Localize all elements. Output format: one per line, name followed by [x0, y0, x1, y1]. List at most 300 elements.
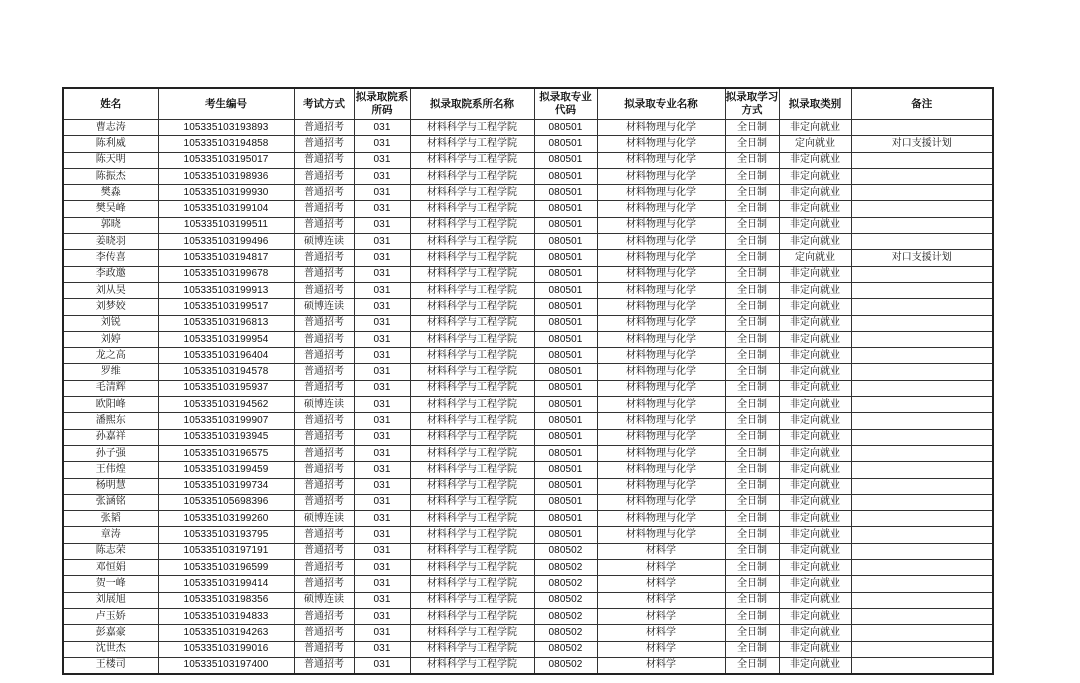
category-cell: 非定向就业 [779, 429, 851, 445]
candidate-id-cell: 105335103199907 [158, 413, 294, 429]
major-name-cell: 材料学 [597, 641, 725, 657]
study-mode-cell: 全日制 [725, 462, 779, 478]
table-row [63, 315, 993, 331]
dept-name-cell: 材料科学与工程学院 [410, 234, 534, 250]
major-name-cell: 材料物理与化学 [597, 201, 725, 217]
major-code-cell: 080501 [534, 478, 597, 494]
remarks-cell [851, 168, 993, 184]
name-cell: 姜晓羽 [63, 234, 158, 250]
study-mode-cell: 全日制 [725, 445, 779, 461]
major-code-cell: 080501 [534, 315, 597, 331]
exam-type-cell: 普通招考 [294, 625, 354, 641]
table-row [63, 348, 993, 364]
exam-type-cell: 普通招考 [294, 462, 354, 478]
candidate-id-cell: 105335103199913 [158, 282, 294, 298]
dept-name-cell: 材料科学与工程学院 [410, 413, 534, 429]
remarks-cell [851, 397, 993, 413]
major-name-cell: 材料物理与化学 [597, 397, 725, 413]
candidate-id-cell: 105335103193945 [158, 429, 294, 445]
study-mode-cell: 全日制 [725, 380, 779, 396]
study-mode-cell: 全日制 [725, 120, 779, 136]
dept-code-cell: 031 [354, 299, 410, 315]
exam-type-cell: 普通招考 [294, 478, 354, 494]
dept-name-cell: 材料科学与工程学院 [410, 429, 534, 445]
major-code-cell: 080502 [534, 641, 597, 657]
study-mode-cell: 全日制 [725, 315, 779, 331]
major-code-cell: 080501 [534, 136, 597, 152]
study-mode-cell: 全日制 [725, 625, 779, 641]
major-name-cell: 材料物理与化学 [597, 494, 725, 510]
candidate-id-cell: 105335103199517 [158, 299, 294, 315]
name-cell: 毛清辉 [63, 380, 158, 396]
dept-name-cell: 材料科学与工程学院 [410, 494, 534, 510]
table-row [63, 657, 993, 674]
major-name-cell: 材料物理与化学 [597, 234, 725, 250]
major-code-cell: 080501 [534, 348, 597, 364]
category-cell: 非定向就业 [779, 315, 851, 331]
major-name-cell: 材料学 [597, 543, 725, 559]
remarks-cell [851, 527, 993, 543]
study-mode-cell: 全日制 [725, 185, 779, 201]
category-cell: 非定向就业 [779, 478, 851, 494]
dept-name-cell: 材料科学与工程学院 [410, 217, 534, 233]
exam-type-cell: 硕博连读 [294, 511, 354, 527]
category-cell: 非定向就业 [779, 511, 851, 527]
major-code-cell: 080501 [534, 494, 597, 510]
table-row [63, 380, 993, 396]
study-mode-cell: 全日制 [725, 348, 779, 364]
candidate-id-cell: 105335103193795 [158, 527, 294, 543]
remarks-cell [851, 299, 993, 315]
dept-name-cell: 材料科学与工程学院 [410, 462, 534, 478]
candidate-id-cell: 105335103195017 [158, 152, 294, 168]
major-code-cell: 080501 [534, 282, 597, 298]
major-code-cell: 080501 [534, 234, 597, 250]
header-study-mode: 拟录取学习方式 [725, 88, 779, 120]
category-cell: 非定向就业 [779, 348, 851, 364]
study-mode-cell: 全日制 [725, 560, 779, 576]
remarks-cell [851, 185, 993, 201]
major-name-cell: 材料物理与化学 [597, 478, 725, 494]
dept-name-cell: 材料科学与工程学院 [410, 315, 534, 331]
category-cell: 非定向就业 [779, 657, 851, 674]
candidate-id-cell: 105335103196599 [158, 560, 294, 576]
exam-type-cell: 普通招考 [294, 120, 354, 136]
category-cell: 定向就业 [779, 136, 851, 152]
major-name-cell: 材料学 [597, 592, 725, 608]
dept-code-cell: 031 [354, 560, 410, 576]
name-cell: 王楼司 [63, 657, 158, 674]
major-name-cell: 材料物理与化学 [597, 462, 725, 478]
major-code-cell: 080501 [534, 185, 597, 201]
exam-type-cell: 普通招考 [294, 608, 354, 624]
major-name-cell: 材料物理与化学 [597, 120, 725, 136]
exam-type-cell: 普通招考 [294, 201, 354, 217]
dept-code-cell: 031 [354, 152, 410, 168]
candidate-id-cell: 105335103199511 [158, 217, 294, 233]
exam-type-cell: 普通招考 [294, 168, 354, 184]
candidate-id-cell: 105335103194833 [158, 608, 294, 624]
study-mode-cell: 全日制 [725, 168, 779, 184]
dept-name-cell: 材料科学与工程学院 [410, 657, 534, 674]
major-code-cell: 080501 [534, 168, 597, 184]
dept-code-cell: 031 [354, 429, 410, 445]
dept-code-cell: 031 [354, 234, 410, 250]
name-cell: 张韬 [63, 511, 158, 527]
major-code-cell: 080502 [534, 560, 597, 576]
remarks-cell [851, 445, 993, 461]
dept-code-cell: 031 [354, 576, 410, 592]
name-cell: 卢玉娇 [63, 608, 158, 624]
major-code-cell: 080502 [534, 625, 597, 641]
candidate-id-cell: 105335103194817 [158, 250, 294, 266]
category-cell: 非定向就业 [779, 397, 851, 413]
major-name-cell: 材料物理与化学 [597, 299, 725, 315]
dept-code-cell: 031 [354, 250, 410, 266]
dept-code-cell: 031 [354, 185, 410, 201]
category-cell: 非定向就业 [779, 217, 851, 233]
exam-type-cell: 普通招考 [294, 527, 354, 543]
category-cell: 非定向就业 [779, 445, 851, 461]
category-cell: 非定向就业 [779, 560, 851, 576]
table-row [63, 168, 993, 184]
study-mode-cell: 全日制 [725, 282, 779, 298]
dept-name-cell: 材料科学与工程学院 [410, 331, 534, 347]
dept-name-cell: 材料科学与工程学院 [410, 364, 534, 380]
study-mode-cell: 全日制 [725, 234, 779, 250]
remarks-cell [851, 120, 993, 136]
candidate-id-cell: 105335103199734 [158, 478, 294, 494]
major-code-cell: 080502 [534, 657, 597, 674]
name-cell: 陈利威 [63, 136, 158, 152]
candidate-id-cell: 105335103199678 [158, 266, 294, 282]
remarks-cell [851, 380, 993, 396]
exam-type-cell: 普通招考 [294, 657, 354, 674]
study-mode-cell: 全日制 [725, 299, 779, 315]
major-code-cell: 080501 [534, 266, 597, 282]
remarks-cell [851, 217, 993, 233]
name-cell: 孙子强 [63, 445, 158, 461]
dept-code-cell: 031 [354, 511, 410, 527]
remarks-cell [851, 152, 993, 168]
major-name-cell: 材料物理与化学 [597, 185, 725, 201]
category-cell: 非定向就业 [779, 201, 851, 217]
dept-code-cell: 031 [354, 478, 410, 494]
candidate-id-cell: 105335103194562 [158, 397, 294, 413]
dept-name-cell: 材料科学与工程学院 [410, 168, 534, 184]
table-row [63, 250, 993, 266]
name-cell: 孙嘉祥 [63, 429, 158, 445]
major-name-cell: 材料学 [597, 560, 725, 576]
category-cell: 非定向就业 [779, 413, 851, 429]
table-row [63, 201, 993, 217]
major-name-cell: 材料物理与化学 [597, 250, 725, 266]
dept-code-cell: 031 [354, 494, 410, 510]
candidate-id-cell: 105335105698396 [158, 494, 294, 510]
remarks-cell [851, 315, 993, 331]
major-code-cell: 080501 [534, 201, 597, 217]
major-name-cell: 材料物理与化学 [597, 331, 725, 347]
category-cell: 非定向就业 [779, 576, 851, 592]
dept-code-cell: 031 [354, 445, 410, 461]
study-mode-cell: 全日制 [725, 136, 779, 152]
category-cell: 非定向就业 [779, 168, 851, 184]
major-code-cell: 080502 [534, 592, 597, 608]
major-code-cell: 080501 [534, 462, 597, 478]
major-name-cell: 材料物理与化学 [597, 266, 725, 282]
dept-code-cell: 031 [354, 266, 410, 282]
category-cell: 非定向就业 [779, 608, 851, 624]
header-category: 拟录取类别 [779, 88, 851, 120]
remarks-cell [851, 576, 993, 592]
dept-name-cell: 材料科学与工程学院 [410, 397, 534, 413]
name-cell: 刘锐 [63, 315, 158, 331]
major-code-cell: 080501 [534, 217, 597, 233]
exam-type-cell: 普通招考 [294, 185, 354, 201]
dept-name-cell: 材料科学与工程学院 [410, 445, 534, 461]
major-code-cell: 080502 [534, 543, 597, 559]
dept-name-cell: 材料科学与工程学院 [410, 478, 534, 494]
major-name-cell: 材料物理与化学 [597, 364, 725, 380]
exam-type-cell: 普通招考 [294, 250, 354, 266]
major-name-cell: 材料物理与化学 [597, 152, 725, 168]
table-row [63, 462, 993, 478]
exam-type-cell: 普通招考 [294, 152, 354, 168]
exam-type-cell: 硕博连读 [294, 299, 354, 315]
major-name-cell: 材料物理与化学 [597, 511, 725, 527]
candidate-id-cell: 105335103198356 [158, 592, 294, 608]
name-cell: 刘梦姣 [63, 299, 158, 315]
table-row [63, 429, 993, 445]
remarks-cell [851, 348, 993, 364]
exam-type-cell: 硕博连读 [294, 592, 354, 608]
remarks-cell [851, 282, 993, 298]
dept-name-cell: 材料科学与工程学院 [410, 641, 534, 657]
category-cell: 非定向就业 [779, 364, 851, 380]
name-cell: 邓恒娟 [63, 560, 158, 576]
remarks-cell [851, 625, 993, 641]
study-mode-cell: 全日制 [725, 331, 779, 347]
major-code-cell: 080501 [534, 120, 597, 136]
name-cell: 曹志涛 [63, 120, 158, 136]
exam-type-cell: 普通招考 [294, 266, 354, 282]
name-cell: 张涵铭 [63, 494, 158, 510]
remarks-cell [851, 608, 993, 624]
study-mode-cell: 全日制 [725, 478, 779, 494]
dept-code-cell: 031 [354, 625, 410, 641]
dept-name-cell: 材料科学与工程学院 [410, 592, 534, 608]
remarks-cell [851, 429, 993, 445]
dept-code-cell: 031 [354, 120, 410, 136]
major-name-cell: 材料物理与化学 [597, 282, 725, 298]
major-name-cell: 材料物理与化学 [597, 380, 725, 396]
exam-type-cell: 普通招考 [294, 543, 354, 559]
major-name-cell: 材料物理与化学 [597, 429, 725, 445]
table-row [63, 185, 993, 201]
name-cell: 贺一峰 [63, 576, 158, 592]
remarks-cell [851, 413, 993, 429]
category-cell: 非定向就业 [779, 625, 851, 641]
dept-code-cell: 031 [354, 608, 410, 624]
major-code-cell: 080501 [534, 380, 597, 396]
candidate-id-cell: 105335103199496 [158, 234, 294, 250]
candidate-id-cell: 105335103193893 [158, 120, 294, 136]
dept-code-cell: 031 [354, 462, 410, 478]
major-name-cell: 材料学 [597, 608, 725, 624]
dept-code-cell: 031 [354, 348, 410, 364]
major-code-cell: 080501 [534, 331, 597, 347]
category-cell: 非定向就业 [779, 120, 851, 136]
name-cell: 刘婷 [63, 331, 158, 347]
study-mode-cell: 全日制 [725, 266, 779, 282]
header-remarks: 备注 [851, 88, 993, 120]
dept-code-cell: 031 [354, 413, 410, 429]
name-cell: 刘展旭 [63, 592, 158, 608]
table-row [63, 592, 993, 608]
major-code-cell: 080501 [534, 152, 597, 168]
study-mode-cell: 全日制 [725, 152, 779, 168]
study-mode-cell: 全日制 [725, 608, 779, 624]
major-name-cell: 材料物理与化学 [597, 445, 725, 461]
table-row [63, 364, 993, 380]
major-code-cell: 080501 [534, 527, 597, 543]
candidate-id-cell: 105335103199414 [158, 576, 294, 592]
study-mode-cell: 全日制 [725, 592, 779, 608]
table-row [63, 217, 993, 233]
major-code-cell: 080501 [534, 511, 597, 527]
name-cell: 彭嘉豪 [63, 625, 158, 641]
category-cell: 非定向就业 [779, 234, 851, 250]
table-row [63, 494, 993, 510]
study-mode-cell: 全日制 [725, 364, 779, 380]
name-cell: 刘从昊 [63, 282, 158, 298]
study-mode-cell: 全日制 [725, 413, 779, 429]
candidate-id-cell: 105335103194263 [158, 625, 294, 641]
major-code-cell: 080501 [534, 413, 597, 429]
remarks-cell [851, 462, 993, 478]
study-mode-cell: 全日制 [725, 201, 779, 217]
major-name-cell: 材料物理与化学 [597, 168, 725, 184]
remarks-cell [851, 560, 993, 576]
dept-name-cell: 材料科学与工程学院 [410, 266, 534, 282]
exam-type-cell: 普通招考 [294, 380, 354, 396]
study-mode-cell: 全日制 [725, 429, 779, 445]
major-code-cell: 080501 [534, 299, 597, 315]
header-major-name: 拟录取专业名称 [597, 88, 725, 120]
major-name-cell: 材料物理与化学 [597, 217, 725, 233]
dept-code-cell: 031 [354, 201, 410, 217]
major-name-cell: 材料物理与化学 [597, 315, 725, 331]
remarks-cell [851, 266, 993, 282]
table-row [63, 445, 993, 461]
table-row [63, 120, 993, 136]
name-cell: 潘熙东 [63, 413, 158, 429]
dept-name-cell: 材料科学与工程学院 [410, 348, 534, 364]
table-row [63, 299, 993, 315]
dept-code-cell: 031 [354, 331, 410, 347]
name-cell: 李传喜 [63, 250, 158, 266]
name-cell: 陈天明 [63, 152, 158, 168]
header-major-code: 拟录取专业代码 [534, 88, 597, 120]
exam-type-cell: 普通招考 [294, 315, 354, 331]
exam-type-cell: 普通招考 [294, 494, 354, 510]
header-name: 姓名 [63, 88, 158, 120]
name-cell: 龙之高 [63, 348, 158, 364]
remarks-cell [851, 478, 993, 494]
remarks-cell [851, 543, 993, 559]
dept-name-cell: 材料科学与工程学院 [410, 120, 534, 136]
dept-code-cell: 031 [354, 380, 410, 396]
table-row [63, 136, 993, 152]
major-name-cell: 材料学 [597, 625, 725, 641]
remarks-cell [851, 592, 993, 608]
dept-name-cell: 材料科学与工程学院 [410, 576, 534, 592]
study-mode-cell: 全日制 [725, 657, 779, 674]
dept-name-cell: 材料科学与工程学院 [410, 136, 534, 152]
major-name-cell: 材料物理与化学 [597, 527, 725, 543]
remarks-cell [851, 494, 993, 510]
dept-name-cell: 材料科学与工程学院 [410, 527, 534, 543]
candidate-id-cell: 105335103199954 [158, 331, 294, 347]
dept-name-cell: 材料科学与工程学院 [410, 511, 534, 527]
table-row [63, 625, 993, 641]
admission-list-sheet [62, 87, 992, 675]
major-name-cell: 材料学 [597, 657, 725, 674]
study-mode-cell: 全日制 [725, 576, 779, 592]
candidate-id-cell: 105335103197400 [158, 657, 294, 674]
dept-name-cell: 材料科学与工程学院 [410, 201, 534, 217]
exam-type-cell: 普通招考 [294, 331, 354, 347]
name-cell: 郭晓 [63, 217, 158, 233]
table-row [63, 576, 993, 592]
table-row [63, 511, 993, 527]
category-cell: 非定向就业 [779, 641, 851, 657]
candidate-id-cell: 105335103198936 [158, 168, 294, 184]
exam-type-cell: 普通招考 [294, 364, 354, 380]
table-row [63, 608, 993, 624]
dept-code-cell: 031 [354, 592, 410, 608]
name-cell: 章涛 [63, 527, 158, 543]
name-cell: 陈志荣 [63, 543, 158, 559]
remarks-cell: 对口支援计划 [851, 250, 993, 266]
candidate-id-cell: 105335103196813 [158, 315, 294, 331]
table-row [63, 478, 993, 494]
exam-type-cell: 普通招考 [294, 576, 354, 592]
name-cell: 陈振杰 [63, 168, 158, 184]
study-mode-cell: 全日制 [725, 511, 779, 527]
exam-type-cell: 普通招考 [294, 348, 354, 364]
category-cell: 非定向就业 [779, 494, 851, 510]
dept-code-cell: 031 [354, 136, 410, 152]
table-row [63, 560, 993, 576]
major-code-cell: 080501 [534, 250, 597, 266]
category-cell: 非定向就业 [779, 185, 851, 201]
study-mode-cell: 全日制 [725, 217, 779, 233]
table-row [63, 413, 993, 429]
category-cell: 非定向就业 [779, 299, 851, 315]
exam-type-cell: 硕博连读 [294, 397, 354, 413]
major-code-cell: 080501 [534, 445, 597, 461]
remarks-cell [851, 641, 993, 657]
name-cell: 杨明慧 [63, 478, 158, 494]
major-code-cell: 080501 [534, 429, 597, 445]
table-row [63, 397, 993, 413]
study-mode-cell: 全日制 [725, 641, 779, 657]
remarks-cell [851, 234, 993, 250]
dept-code-cell: 031 [354, 543, 410, 559]
exam-type-cell: 普通招考 [294, 413, 354, 429]
category-cell: 非定向就业 [779, 152, 851, 168]
